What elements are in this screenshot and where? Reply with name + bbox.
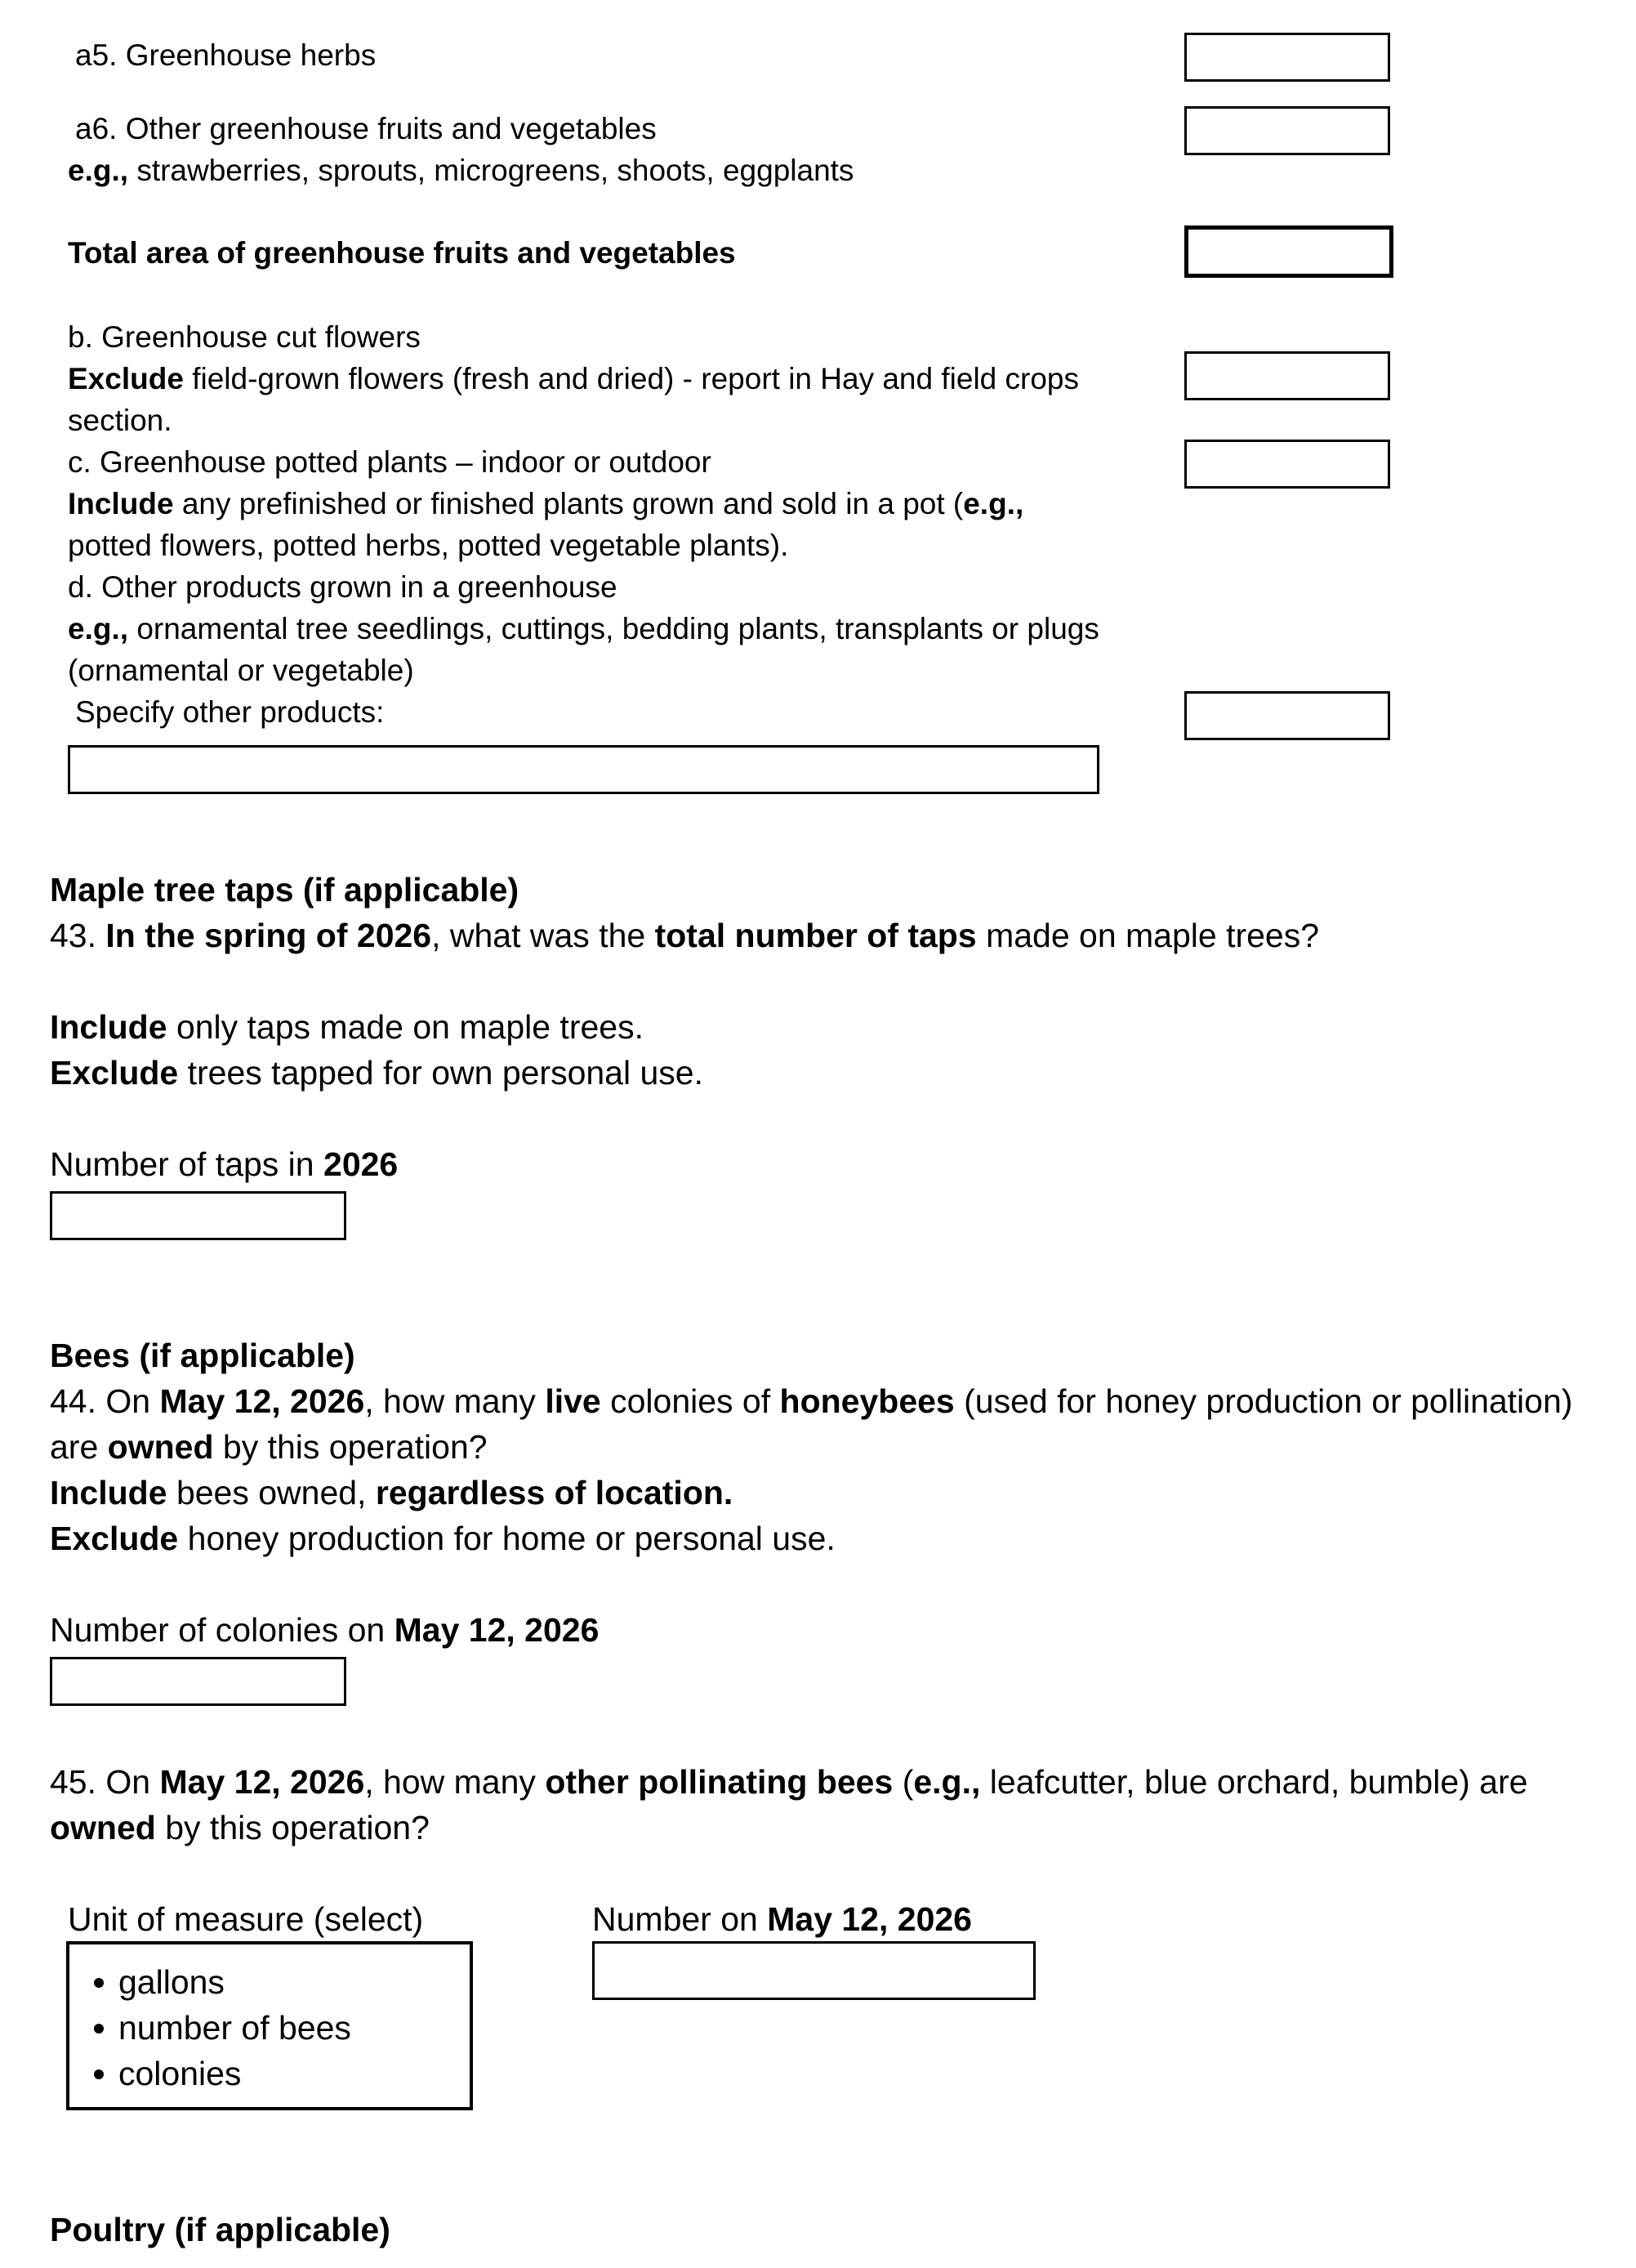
unit-of-measure-select[interactable]: [66, 1941, 473, 2110]
specify-other-products-input[interactable]: [68, 745, 1099, 794]
cut-flowers-input[interactable]: [1184, 351, 1390, 400]
q45-other: other pollinating bees: [545, 1763, 894, 1801]
q44-date: May 12, 2026: [159, 1382, 365, 1420]
q45-t1: , how many: [364, 1763, 536, 1801]
taps-label-text: Number of taps in: [50, 1145, 314, 1183]
total-area-label: Total area of greenhouse fruits and vegetables: [68, 236, 736, 270]
q44-exclude: [50, 1516, 836, 1561]
other-greenhouse-fruits-input[interactable]: [1184, 106, 1390, 155]
b-exclude-line-2: section.: [68, 404, 172, 437]
q43-exclude: [50, 1050, 703, 1096]
c-label: c. Greenhouse potted plants – indoor or outdoor: [68, 445, 711, 479]
number-on-text: Number on: [592, 1900, 758, 1938]
q44-live: live: [545, 1382, 601, 1420]
q45-t4: by this operation?: [165, 1809, 430, 1846]
c-include-line-2: potted flowers, potted herbs, potted vegetable plants).: [68, 529, 789, 562]
q44-regardless: regardless of location.: [375, 1474, 733, 1511]
a6-eg-text: strawberries, sprouts, microgreens, shoots, eggplants: [136, 154, 854, 187]
a6-eg: e.g.,: [68, 154, 129, 187]
c-include: Include: [68, 487, 174, 520]
q44-t4: are: [50, 1428, 99, 1466]
q45-eg: e.g.,: [913, 1763, 981, 1801]
q43-include: [50, 1004, 644, 1050]
b-exclude-line: [68, 358, 1079, 400]
a6-example: [68, 150, 854, 191]
poultry-heading: Poultry (if applicable): [50, 2211, 390, 2248]
q44-t5: by this operation?: [222, 1428, 488, 1466]
specify-other-label: Specify other products:: [75, 695, 385, 729]
colonies-label-text: Number of colonies on: [50, 1611, 386, 1649]
colonies-label-date: May 12, 2026: [394, 1611, 600, 1649]
greenhouse-herbs-input[interactable]: [1184, 33, 1390, 82]
other-products-input[interactable]: [1184, 691, 1390, 740]
taps-label-year: 2026: [323, 1145, 399, 1183]
q44-t3: (used for honey production or pollination): [964, 1382, 1573, 1420]
taps-field-label: [50, 1141, 398, 1187]
unit-options-list: [91, 1959, 470, 2096]
c-include-line: [68, 483, 1023, 525]
q43-part1: In the spring of 2026: [105, 917, 432, 954]
q43-exclude-text: trees tapped for own personal use.: [187, 1054, 703, 1092]
q44-exclude-word: Exclude: [50, 1520, 179, 1557]
q44-exclude-text: honey production for home or personal use.: [187, 1520, 836, 1557]
question-45-line-2: [50, 1805, 430, 1851]
unit-option-gallons[interactable]: gallons: [91, 1959, 470, 2005]
question-43: [50, 913, 1319, 958]
q43-exclude-word: Exclude: [50, 1054, 179, 1092]
number-on-date-label: [592, 1896, 972, 1942]
q43-part2: , what was the: [431, 917, 646, 954]
c-include-text: any prefinished or finished plants grown and sold in a pot (: [181, 487, 964, 520]
a6-label: a6. Other greenhouse fruits and vegetables: [75, 112, 657, 145]
number-of-other-bees-input[interactable]: [592, 1941, 1036, 2000]
d-example: [68, 608, 1099, 650]
q44-include: [50, 1470, 733, 1516]
q45-num: 45. On: [50, 1763, 151, 1801]
b-exclude: Exclude: [68, 362, 184, 395]
q43-include-text: only taps made on maple trees.: [176, 1008, 644, 1046]
d-eg: e.g.,: [68, 612, 129, 645]
question-45: [50, 1759, 1527, 1805]
maple-heading: Maple tree taps (if applicable): [50, 871, 519, 909]
c-eg: e.g.,: [963, 487, 1024, 520]
colonies-field-label: [50, 1607, 599, 1653]
b-label: b. Greenhouse cut flowers: [68, 320, 421, 354]
number-of-colonies-input[interactable]: [50, 1657, 346, 1706]
d-eg-text: ornamental tree seedlings, cuttings, bedding plants, transplants or plugs: [136, 612, 1099, 645]
number-on-date: May 12, 2026: [767, 1900, 972, 1938]
q44-t2: colonies of: [610, 1382, 771, 1420]
potted-plants-input[interactable]: [1184, 440, 1390, 489]
total-area-input[interactable]: [1184, 225, 1393, 278]
q43-part3: total number of taps: [654, 917, 977, 954]
question-44: [50, 1378, 1572, 1424]
q45-owned: owned: [50, 1809, 156, 1846]
q44-include-word: Include: [50, 1474, 167, 1511]
a5-label: a5. Greenhouse herbs: [75, 38, 377, 72]
d-example-2: (ornamental or vegetable): [68, 654, 414, 687]
q44-honeybees: honeybees: [779, 1382, 955, 1420]
unit-option-number-of-bees[interactable]: number of bees: [91, 2005, 470, 2051]
q45-t2: (: [902, 1763, 914, 1801]
q44-owned: owned: [107, 1428, 214, 1466]
q43-include-word: Include: [50, 1008, 167, 1046]
bees-heading: Bees (if applicable): [50, 1337, 355, 1374]
q45-t3: leafcutter, blue orchard, bumble) are: [989, 1763, 1528, 1801]
q45-date: May 12, 2026: [159, 1763, 365, 1801]
unit-option-colonies[interactable]: colonies: [91, 2051, 470, 2096]
q44-t1: , how many: [364, 1382, 536, 1420]
q43-number: 43.: [50, 917, 96, 954]
unit-of-measure-label: Unit of measure (select): [68, 1900, 424, 1938]
question-44-line-2: [50, 1424, 488, 1470]
number-of-taps-input[interactable]: [50, 1191, 346, 1240]
q43-part4: made on maple trees?: [986, 917, 1320, 954]
d-label: d. Other products grown in a greenhouse: [68, 570, 617, 604]
q44-include-text: bees owned,: [176, 1474, 367, 1511]
b-exclude-text: field-grown flowers (fresh and dried) - report in Hay and field crops: [192, 362, 1079, 395]
q44-num: 44. On: [50, 1382, 151, 1420]
